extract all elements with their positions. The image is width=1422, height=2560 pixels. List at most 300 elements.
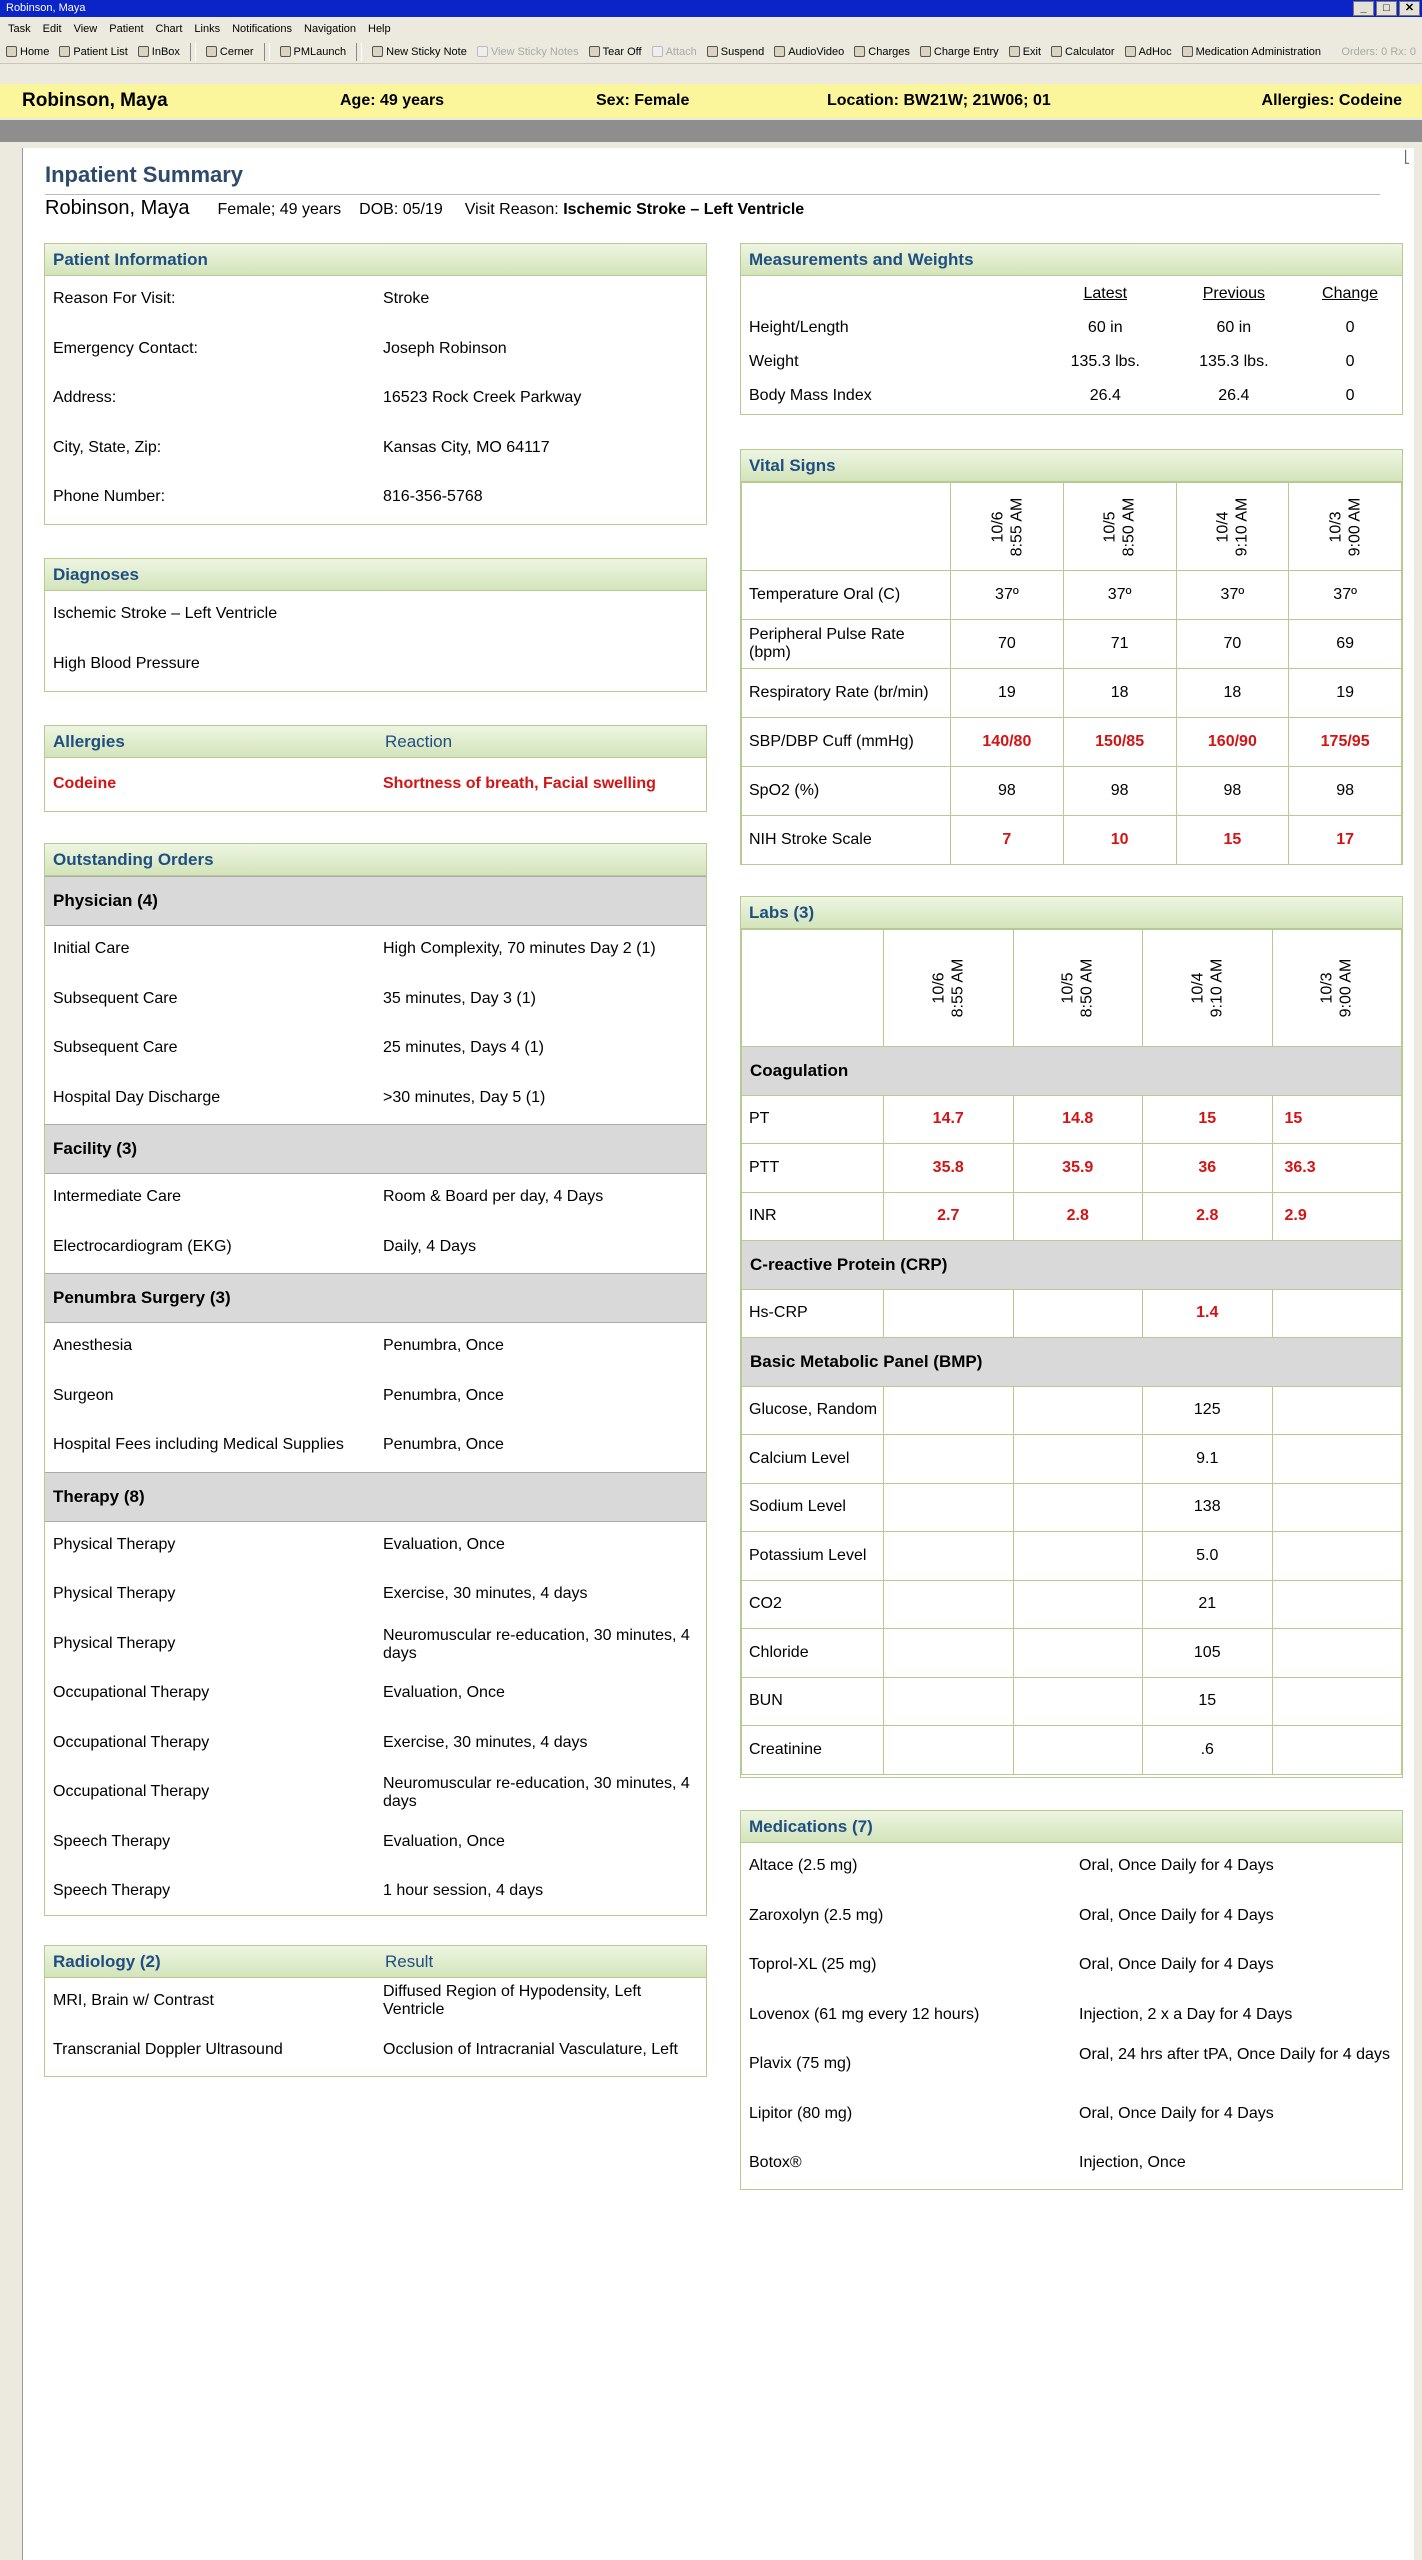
toolbar-label: Tear Off xyxy=(602,45,642,58)
measurement-value: 26.4 xyxy=(1218,387,1250,404)
allergies-title: Allergies xyxy=(53,732,125,751)
patient-name: Robinson, Maya xyxy=(45,197,190,219)
suspend-icon xyxy=(707,46,718,57)
measurements-section xyxy=(740,243,1403,415)
banner-sex: Sex: Female xyxy=(596,92,690,109)
lab-value: 105 xyxy=(1143,1629,1273,1678)
patient-info-label: Phone Number: xyxy=(53,488,166,505)
inbox-button[interactable] xyxy=(138,40,180,64)
view-sticky-notes-button[interactable] xyxy=(477,40,579,64)
measurement-value: 135.3 lbs. xyxy=(1199,353,1269,370)
patient-banner xyxy=(0,84,1422,118)
lab-value: 14.7 xyxy=(884,1095,1014,1144)
patient-info-row xyxy=(45,326,706,376)
order-detail: Exercise, 30 minutes, 4 days xyxy=(383,1585,588,1602)
order-detail: 35 minutes, Day 3 (1) xyxy=(383,989,536,1007)
order-detail: Room & Board per day, 4 Days xyxy=(383,1188,604,1205)
page-title: Inpatient Summary xyxy=(45,162,244,187)
lab-value xyxy=(1272,1386,1402,1435)
labs-table xyxy=(741,929,1402,1775)
vitals-date-label xyxy=(988,497,1026,556)
labs-date-label xyxy=(1318,959,1356,1018)
toolbar-label: Charge Entry xyxy=(933,45,999,58)
lab-value xyxy=(884,1580,1014,1629)
measurements-table xyxy=(741,276,1402,413)
order-row[interactable] xyxy=(45,1174,706,1224)
vitals-date-column xyxy=(1289,483,1402,571)
order-row[interactable] xyxy=(45,1819,706,1869)
lab-value: .6 xyxy=(1143,1726,1273,1775)
toolbar-label: View Sticky Notes xyxy=(490,45,579,58)
lab-value: 5.0 xyxy=(1143,1532,1273,1581)
toolbar-separator xyxy=(264,43,270,61)
vitals-header-row xyxy=(742,483,1402,571)
charges-icon xyxy=(854,46,865,57)
diagnoses-section xyxy=(44,558,707,692)
medication-sig: Injection, 2 x a Day for 4 Days xyxy=(1079,2005,1293,2023)
orders-list xyxy=(45,876,706,1918)
measurement-value: 0 xyxy=(1345,387,1355,404)
labs-time: 8:55 AM xyxy=(949,958,967,1018)
order-detail: Exercise, 30 minutes, 4 days xyxy=(383,1733,588,1751)
lab-value xyxy=(1013,1629,1143,1678)
orders-status: Orders: 0 Rx: 0 xyxy=(1341,46,1416,58)
cerner-button[interactable] xyxy=(206,40,254,64)
order-row[interactable] xyxy=(45,1422,706,1472)
order-name: Physical Therapy xyxy=(53,1634,176,1652)
labs-date-column xyxy=(884,930,1014,1047)
lab-row[interactable] xyxy=(742,1483,1402,1532)
patient-info-label: Reason For Visit: xyxy=(53,290,176,307)
medication-sig: Oral, Once Daily for 4 Days xyxy=(1079,1956,1274,1973)
radiology-title: Radiology (2) xyxy=(53,1952,161,1971)
order-name: Occupational Therapy xyxy=(53,1733,210,1751)
vitals-header: Vital Signs xyxy=(741,450,1402,482)
vital-value: 7 xyxy=(951,816,1064,865)
lab-label: Glucose, Random xyxy=(742,1386,884,1435)
medication-row[interactable] xyxy=(741,1893,1402,1943)
attach-button[interactable] xyxy=(652,40,697,64)
lab-row[interactable] xyxy=(742,1289,1402,1338)
order-row[interactable] xyxy=(45,1373,706,1423)
lab-value xyxy=(884,1726,1014,1775)
labs-date-column xyxy=(1272,930,1402,1047)
measurement-row xyxy=(741,345,1402,379)
order-detail: Neuromuscular re-education, 30 minutes, 4 days xyxy=(383,1775,690,1810)
vital-value: 18 xyxy=(1063,669,1176,718)
patient-list-button[interactable] xyxy=(59,40,127,64)
toolbar-label: Cerner xyxy=(219,45,254,58)
patient-info-value: Kansas City, MO 64117 xyxy=(383,438,550,456)
lab-value: 36 xyxy=(1143,1144,1273,1193)
exit-icon xyxy=(1009,46,1020,57)
order-row[interactable] xyxy=(45,1075,706,1125)
patient-info-value: Joseph Robinson xyxy=(383,339,507,357)
new-sticky-note-button[interactable] xyxy=(372,40,467,64)
window-controls xyxy=(1353,1,1420,16)
audiovideo-button[interactable] xyxy=(774,40,844,64)
minimize-button[interactable]: _ xyxy=(1353,1,1374,16)
labs-date-label xyxy=(1188,959,1226,1018)
patient-info-label: Address: xyxy=(53,389,117,406)
diagnosis-text: High Blood Pressure xyxy=(53,654,200,672)
inbox-icon xyxy=(138,46,149,57)
patient-info-value: Stroke xyxy=(383,290,430,307)
order-row[interactable] xyxy=(45,1323,706,1373)
lab-label: PTT xyxy=(742,1144,884,1193)
cerner-icon xyxy=(206,46,217,57)
medication-name: Lovenox (61 mg every 12 hours) xyxy=(749,2005,980,2023)
measurement-value: 26.4 xyxy=(1089,387,1121,404)
lab-value xyxy=(1013,1386,1143,1435)
lab-group-row xyxy=(742,1241,1402,1290)
measurements-blank-cell xyxy=(741,276,1041,311)
banner-location: Location: BW21W; 21W06; 01 xyxy=(827,92,1051,109)
visit-reason-label: Visit Reason: xyxy=(464,201,559,218)
toolbar-label: AdHoc xyxy=(1138,45,1172,58)
radiology-study: MRI, Brain w/ Contrast xyxy=(53,1992,214,2009)
radiology-header xyxy=(45,1946,706,1978)
lab-label: Potassium Level xyxy=(742,1532,884,1581)
allergy-reaction: Shortness of breath, Facial swelling xyxy=(383,775,656,792)
vital-value: 70 xyxy=(951,620,1064,669)
vital-value: 160/90 xyxy=(1176,718,1289,767)
suspend-button[interactable] xyxy=(707,40,764,64)
labs-time: 8:50 AM xyxy=(1078,958,1096,1018)
vitals-date-column xyxy=(1063,483,1176,571)
vitals-time: 9:10 AM xyxy=(1233,497,1251,556)
order-name: Hospital Fees including Medical Supplies xyxy=(53,1436,344,1453)
patient-list-icon xyxy=(59,46,70,57)
lab-value xyxy=(1272,1435,1402,1484)
labs-blank-cell xyxy=(742,930,884,1047)
lab-value: 9.1 xyxy=(1143,1435,1273,1484)
vital-value: 71 xyxy=(1063,620,1176,669)
toolbar-label: Calculator xyxy=(1065,45,1115,58)
menu-patient[interactable]: Patient xyxy=(109,23,144,35)
lab-row[interactable] xyxy=(742,1095,1402,1144)
close-button[interactable]: ✕ xyxy=(1399,1,1420,16)
vital-value: 69 xyxy=(1289,620,1402,669)
labs-date-column xyxy=(1013,930,1143,1047)
vitals-section xyxy=(740,449,1403,865)
measurement-row xyxy=(741,311,1402,345)
radiology-row[interactable] xyxy=(45,1978,706,2027)
lab-value: 15 xyxy=(1272,1095,1402,1144)
close-icon[interactable]: ⎣ xyxy=(1404,150,1410,164)
adhoc-icon xyxy=(1125,46,1136,57)
medication-administration-button[interactable] xyxy=(1182,40,1321,64)
lab-group-row xyxy=(742,1338,1402,1387)
banner-patient-name: Robinson, Maya xyxy=(22,90,168,111)
vital-value: 140/80 xyxy=(951,718,1064,767)
menu-view[interactable]: View xyxy=(73,23,98,35)
menu-chart[interactable]: Chart xyxy=(155,23,183,35)
menu-links[interactable]: Links xyxy=(194,23,221,35)
toolbar-label: Home xyxy=(20,45,50,58)
allergies-list xyxy=(45,758,706,810)
lab-value: 15 xyxy=(1143,1677,1273,1726)
medication-name: Botox® xyxy=(749,2154,802,2171)
order-row[interactable] xyxy=(45,926,706,976)
calculator-icon xyxy=(1051,46,1062,57)
diagnosis-item xyxy=(45,591,706,641)
medication-row[interactable] xyxy=(741,2041,1402,2091)
vital-value: 15 xyxy=(1176,816,1289,865)
lab-value xyxy=(1272,1289,1402,1338)
toolbar-label: PMLaunch xyxy=(293,45,347,58)
order-detail: Daily, 4 Days xyxy=(383,1237,477,1255)
allergy-row xyxy=(45,758,706,810)
order-name: Surgeon xyxy=(53,1386,114,1404)
labs-date-label xyxy=(1059,959,1097,1018)
vitals-date: 10/3 xyxy=(1327,510,1345,543)
vitals-date-label xyxy=(1101,497,1139,556)
lab-value xyxy=(1272,1483,1402,1532)
allergies-section xyxy=(44,725,707,812)
radiology-study: Transcranial Doppler Ultrasound xyxy=(53,2041,283,2058)
vital-value: 37º xyxy=(1176,571,1289,620)
charges-button[interactable] xyxy=(854,40,910,64)
order-row[interactable] xyxy=(45,976,706,1026)
measurement-label: Body Mass Index xyxy=(749,387,872,404)
medication-name: Plavix (75 mg) xyxy=(749,2055,852,2072)
order-row[interactable] xyxy=(45,1522,706,1572)
orders-section xyxy=(44,843,707,1916)
measurements-column-header: Latest xyxy=(1083,284,1128,302)
vital-value: 98 xyxy=(1176,767,1289,816)
vitals-date-label xyxy=(1326,497,1364,556)
lab-row[interactable] xyxy=(742,1629,1402,1678)
order-detail: Neuromuscular re-education, 30 minutes, 4 days xyxy=(383,1626,690,1662)
lab-value xyxy=(884,1386,1014,1435)
lab-value: 15 xyxy=(1143,1095,1273,1144)
lab-group-header: C-reactive Protein (CRP) xyxy=(742,1241,1402,1290)
order-name: Occupational Therapy xyxy=(53,1684,210,1701)
lab-value xyxy=(1272,1677,1402,1726)
lab-value: 21 xyxy=(1143,1580,1273,1629)
order-name: Anesthesia xyxy=(53,1337,133,1354)
order-detail: Penumbra, Once xyxy=(383,1436,504,1453)
vital-label: SBP/DBP Cuff (mmHg) xyxy=(742,718,951,767)
order-row[interactable] xyxy=(45,1621,706,1671)
lab-value xyxy=(1013,1532,1143,1581)
lab-label: Sodium Level xyxy=(742,1483,884,1532)
patient-info-label: Emergency Contact: xyxy=(53,339,198,357)
patient-gender-age: Female; 49 years xyxy=(217,201,342,218)
labs-date-label xyxy=(929,959,967,1018)
lab-group-row xyxy=(742,1047,1402,1096)
vital-value: 37º xyxy=(1289,571,1402,620)
medication-name: Toprol-XL (25 mg) xyxy=(749,1956,877,1973)
order-detail: Penumbra, Once xyxy=(383,1337,504,1354)
pmlaunch-button[interactable] xyxy=(280,40,347,64)
vitals-time: 8:50 AM xyxy=(1120,497,1138,556)
toolbar-label: Charges xyxy=(868,45,910,58)
labs-header-row xyxy=(742,930,1402,1047)
lab-value xyxy=(1013,1289,1143,1338)
menu-task[interactable]: Task xyxy=(8,23,31,35)
lab-label: Hs-CRP xyxy=(742,1289,884,1338)
order-name: Initial Care xyxy=(53,940,130,957)
order-name: Occupational Therapy xyxy=(53,1783,210,1800)
vital-value: 18 xyxy=(1176,669,1289,718)
charge-entry-button[interactable] xyxy=(920,40,999,64)
lab-row[interactable] xyxy=(742,1144,1402,1193)
labs-date: 10/6 xyxy=(930,972,948,1004)
measurements-column-header: Change xyxy=(1322,284,1379,302)
measurement-value: 60 in xyxy=(1216,319,1252,336)
lab-value xyxy=(1013,1726,1143,1775)
vitals-date-column xyxy=(951,483,1064,571)
toolbar-label: Exit xyxy=(1022,45,1042,58)
diagnoses-list xyxy=(45,591,706,690)
vital-row xyxy=(742,669,1402,718)
medications-header: Medications (7) xyxy=(741,1811,1402,1843)
labs-section xyxy=(740,896,1403,1778)
lab-value xyxy=(1272,1580,1402,1629)
lab-value xyxy=(1013,1435,1143,1484)
medications-list xyxy=(741,1843,1402,2190)
order-group-header: Physician (4) xyxy=(45,876,706,926)
banner-age: Age: 49 years xyxy=(340,92,445,109)
adhoc-button[interactable] xyxy=(1125,40,1172,64)
order-name: Subsequent Care xyxy=(53,1039,178,1056)
labs-date-column xyxy=(1143,930,1273,1047)
order-row[interactable] xyxy=(45,1670,706,1720)
maximize-button[interactable]: □ xyxy=(1376,1,1397,16)
labs-date: 10/4 xyxy=(1189,972,1207,1004)
window-titlebar xyxy=(0,0,1422,17)
patient-info-value: 816-356-5768 xyxy=(383,488,483,505)
calculator-button[interactable] xyxy=(1051,40,1115,64)
measurement-label: Height/Length xyxy=(749,319,849,336)
lab-row[interactable] xyxy=(742,1192,1402,1241)
medication-row[interactable] xyxy=(741,2140,1402,2190)
orders-header: Outstanding Orders xyxy=(45,844,706,876)
labs-date: 10/5 xyxy=(1059,972,1077,1004)
patient-info-row xyxy=(45,425,706,475)
lab-value xyxy=(1272,1532,1402,1581)
menu-navigation[interactable]: Navigation xyxy=(304,23,356,35)
order-row[interactable] xyxy=(45,1868,706,1918)
vital-row xyxy=(742,571,1402,620)
menu-edit[interactable]: Edit xyxy=(42,23,62,35)
medication-sig: Injection, Once xyxy=(1079,2154,1186,2171)
vital-label: SpO2 (%) xyxy=(742,767,951,816)
lab-label: Calcium Level xyxy=(742,1435,884,1484)
menu-help[interactable]: Help xyxy=(368,23,391,35)
measurement-value: 0 xyxy=(1345,353,1355,370)
medication-row[interactable] xyxy=(741,1992,1402,2042)
medication-name: Altace (2.5 mg) xyxy=(749,1857,858,1874)
order-row[interactable] xyxy=(45,1720,706,1770)
lab-value: 138 xyxy=(1143,1483,1273,1532)
vitals-date: 10/6 xyxy=(988,510,1006,543)
order-detail: High Complexity, 70 minutes Day 2 (1) xyxy=(383,940,656,957)
vitals-date: 10/4 xyxy=(1214,510,1232,543)
medication-row[interactable] xyxy=(741,1843,1402,1893)
charge-entry-icon xyxy=(920,46,931,57)
medication-sig: Oral, 24 hrs after tPA, Once Daily for 4 days xyxy=(1079,2046,1390,2063)
lab-label: Chloride xyxy=(742,1629,884,1678)
lab-value xyxy=(1013,1580,1143,1629)
order-row[interactable] xyxy=(45,1769,706,1819)
exit-button[interactable] xyxy=(1009,40,1041,64)
lab-value: 2.7 xyxy=(884,1192,1014,1241)
lab-value: 2.9 xyxy=(1272,1192,1402,1241)
lab-value xyxy=(884,1532,1014,1581)
medication-row[interactable] xyxy=(741,2091,1402,2141)
lab-row[interactable] xyxy=(742,1726,1402,1775)
order-detail: Evaluation, Once xyxy=(383,1535,505,1553)
menu-notifications[interactable]: Notifications xyxy=(232,23,293,35)
lab-label: BUN xyxy=(742,1677,884,1726)
vital-value: 37º xyxy=(951,571,1064,620)
toolbar-separator xyxy=(190,43,196,61)
order-row[interactable] xyxy=(45,1025,706,1075)
order-name: Speech Therapy xyxy=(53,1832,171,1850)
toolbar xyxy=(0,40,1422,64)
lab-value: 35.9 xyxy=(1013,1144,1143,1193)
labs-header: Labs (3) xyxy=(741,897,1402,929)
vital-value: 98 xyxy=(1063,767,1176,816)
order-name: Hospital Day Discharge xyxy=(53,1088,221,1106)
patient-info-label: City, State, Zip: xyxy=(53,438,162,456)
measurements-header-row xyxy=(741,276,1402,311)
lab-label: INR xyxy=(742,1192,884,1241)
radiology-list xyxy=(45,1978,706,2076)
home-button[interactable] xyxy=(6,40,49,64)
lab-row[interactable] xyxy=(742,1532,1402,1581)
diagnosis-item xyxy=(45,641,706,691)
toolbar-label: AudioVideo xyxy=(788,45,845,58)
lab-value xyxy=(1013,1483,1143,1532)
lab-row[interactable] xyxy=(742,1386,1402,1435)
audio-video-icon xyxy=(774,46,785,57)
allergies-header xyxy=(45,726,706,758)
lab-row[interactable] xyxy=(742,1435,1402,1484)
lab-value xyxy=(884,1677,1014,1726)
banner-allergies: Allergies: Codeine xyxy=(1261,92,1402,109)
med-admin-icon xyxy=(1182,46,1193,57)
lab-row[interactable] xyxy=(742,1677,1402,1726)
medication-row[interactable] xyxy=(741,1942,1402,1992)
sticky-note-icon xyxy=(372,46,383,57)
order-row[interactable] xyxy=(45,1571,706,1621)
measurement-label: Weight xyxy=(749,353,799,370)
order-row[interactable] xyxy=(45,1224,706,1274)
lab-value xyxy=(884,1629,1014,1678)
lab-value: 35.8 xyxy=(884,1144,1014,1193)
lab-label: CO2 xyxy=(742,1580,884,1629)
lab-value: 125 xyxy=(1143,1386,1273,1435)
radiology-result: Occlusion of Intracranial Vasculature, Left xyxy=(383,2041,678,2058)
toolbar-label: Attach xyxy=(665,45,697,58)
lab-row[interactable] xyxy=(742,1580,1402,1629)
lab-group-header: Basic Metabolic Panel (BMP) xyxy=(742,1338,1402,1387)
diagnosis-text: Ischemic Stroke – Left Ventricle xyxy=(53,605,278,622)
vitals-date-label xyxy=(1213,497,1251,556)
order-name: Subsequent Care xyxy=(53,989,178,1007)
order-group-header: Therapy (8) xyxy=(45,1472,706,1522)
order-name: Physical Therapy xyxy=(53,1585,176,1602)
view-sticky-icon xyxy=(477,46,488,57)
tear-off-button[interactable] xyxy=(589,40,642,64)
vital-value: 150/85 xyxy=(1063,718,1176,767)
radiology-row[interactable] xyxy=(45,2027,706,2076)
order-name: Electrocardiogram (EKG) xyxy=(53,1237,232,1255)
